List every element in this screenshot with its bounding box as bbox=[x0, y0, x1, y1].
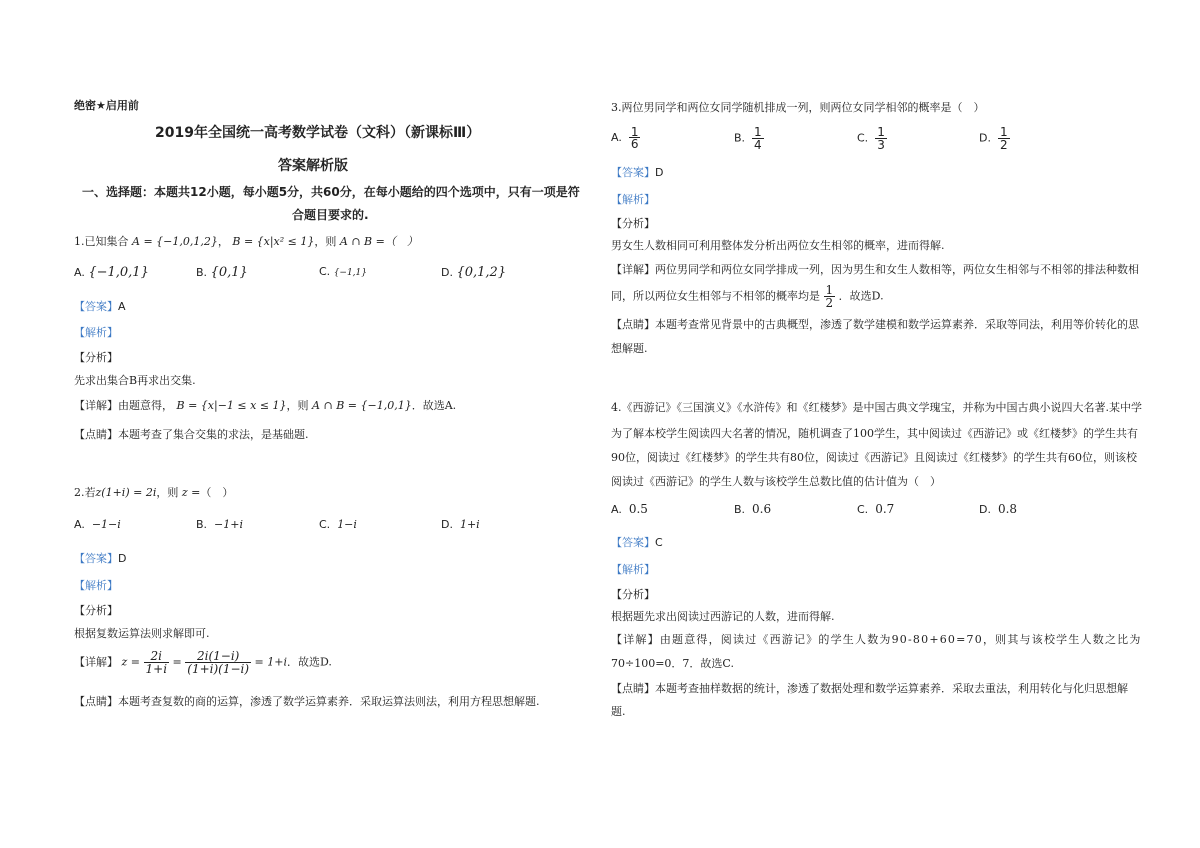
q4-option-b bbox=[734, 502, 771, 516]
q3-xj-line2-suffix: ．故选D. bbox=[838, 289, 884, 303]
q2-stem-mid: ，则 bbox=[156, 486, 179, 499]
option-label: B. bbox=[734, 131, 746, 145]
q1-xj-suffix: ．故选A. bbox=[411, 399, 457, 412]
option-value: {−1,1} bbox=[333, 268, 367, 278]
q4-xiangjie-line2: 70÷100=0．7．故选C. bbox=[611, 657, 734, 670]
dianjing-tag: 【点睛】 bbox=[74, 695, 118, 708]
q4-dianjing-line2: 题. bbox=[611, 705, 626, 718]
q2-option-c bbox=[319, 518, 357, 531]
q1-option-d bbox=[441, 265, 506, 280]
xiangjie-tag: 【详解】 bbox=[74, 399, 118, 412]
xiangjie-tag: 【详解】 bbox=[611, 633, 660, 646]
q3-dianjing-line1 bbox=[611, 318, 1139, 332]
secret-label: 绝密★启用前 bbox=[74, 99, 139, 112]
dianjing-tag: 【点睛】 bbox=[74, 428, 118, 441]
q1-fenxi-tag: 【分析】 bbox=[74, 351, 118, 364]
q1-xj-prefix: 由题意得， bbox=[118, 399, 173, 412]
q2-stem-math2: z = bbox=[181, 486, 201, 499]
option-label: C. bbox=[319, 518, 331, 531]
q3-xiangjie-line2 bbox=[611, 284, 884, 309]
option-label: B. bbox=[734, 503, 746, 516]
option-value: {−1,0,1} bbox=[88, 265, 149, 280]
q2-fenxi-tag: 【分析】 bbox=[74, 604, 118, 617]
page-title: 2019年全国统一高考数学试卷（文科）（新课标Ⅲ） bbox=[155, 125, 481, 141]
frac-numerator: 1 bbox=[877, 125, 885, 139]
q2-xj-frac1 bbox=[144, 650, 170, 675]
frac-denominator: 6 bbox=[630, 137, 639, 151]
q3-xj-frac bbox=[824, 284, 836, 309]
frac-denominator: 2 bbox=[999, 138, 1008, 152]
answer-value: D bbox=[655, 166, 664, 179]
option-value: 1−i bbox=[337, 518, 357, 531]
q3-option-d bbox=[979, 126, 1010, 151]
q2-option-d bbox=[441, 518, 480, 531]
option-label: B. bbox=[196, 266, 208, 279]
q2-dianjing bbox=[74, 695, 540, 709]
answer-value: A bbox=[118, 300, 126, 313]
q4-stem-line2: 为了解本校学生阅读四大名著的情况，随机调查了100学生，其中阅读过《西游记》或《红楼梦》的学生共有 bbox=[611, 427, 1138, 440]
q1-option-c bbox=[319, 265, 367, 278]
q2-stem-suffix: （ ） bbox=[200, 486, 234, 499]
q2-xj-frac2 bbox=[185, 650, 251, 675]
q4-analysis-tag: 【解析】 bbox=[611, 563, 655, 576]
q3-fenxi-text: 男女生人数相同可利用整体发分析出两位女生相邻的概率，进而得解. bbox=[611, 239, 945, 252]
frac-numerator: 1 bbox=[825, 283, 834, 297]
q4-option-d bbox=[979, 502, 1017, 516]
q1-analysis-tag: 【解析】 bbox=[74, 326, 118, 339]
option-fraction bbox=[629, 126, 641, 150]
frac-denominator: 4 bbox=[754, 138, 762, 152]
q3-xj-line1: 两位男同学和两位女同学排成一列，因为男生和女生人数相等，两位女生相邻与不相邻的排法种数相 bbox=[655, 263, 1139, 276]
q1-stem bbox=[74, 235, 418, 249]
frac-numerator: 2i bbox=[144, 650, 170, 663]
q1-xiangjie bbox=[74, 399, 456, 413]
answer-value: C bbox=[655, 536, 663, 549]
q3-answer bbox=[611, 164, 663, 180]
frac-numerator: 1 bbox=[999, 125, 1008, 139]
q2-option-a bbox=[74, 518, 121, 531]
answer-tag: 【答案】 bbox=[611, 536, 655, 549]
q2-xj-result: = 1+i bbox=[254, 655, 287, 669]
q2-option-b bbox=[196, 518, 243, 531]
frac-denominator: 2 bbox=[825, 296, 834, 310]
q4-fenxi-text: 根据题先求出阅读过西游记的人数，进而得解. bbox=[611, 610, 835, 623]
option-label: D. bbox=[979, 503, 991, 516]
q2-fenxi-text: 根据复数运算法则求解即可. bbox=[74, 627, 210, 640]
page-subtitle: 答案解析版 bbox=[278, 158, 348, 174]
answer-tag: 【答案】 bbox=[74, 552, 118, 565]
option-value: −1−i bbox=[91, 518, 121, 531]
option-fraction bbox=[875, 126, 887, 151]
q4-fenxi-tag: 【分析】 bbox=[611, 588, 655, 601]
option-label: A. bbox=[611, 131, 622, 144]
q1-dianjing-text: 本题考查了集合交集的求法，是基础题. bbox=[118, 428, 309, 441]
q1-set-b: B = {x|x² ≤ 1} bbox=[232, 235, 315, 248]
q4-option-c bbox=[857, 502, 894, 516]
q3-fenxi-tag: 【分析】 bbox=[611, 217, 655, 230]
frac-numerator: 1 bbox=[630, 125, 639, 139]
q1-option-b bbox=[196, 265, 248, 280]
frac-numerator: 1 bbox=[754, 125, 762, 139]
q1-dianjing bbox=[74, 428, 309, 442]
option-label: D. bbox=[979, 131, 991, 145]
option-value: 0.6 bbox=[752, 502, 772, 516]
option-value: 1+i bbox=[459, 518, 480, 531]
option-value: 0.8 bbox=[997, 502, 1018, 516]
option-value: {0,1} bbox=[210, 265, 248, 280]
option-label: D. bbox=[441, 266, 453, 279]
q2-xj-z: z = bbox=[121, 655, 141, 669]
frac-denominator: 1+i bbox=[145, 662, 168, 676]
q2-stem bbox=[74, 486, 233, 500]
q2-stem-math: z(1+i) = 2i bbox=[95, 486, 157, 499]
option-label: D. bbox=[441, 518, 453, 531]
q1-fenxi-text: 先求出集合B再求出交集. bbox=[74, 374, 196, 387]
answer-tag: 【答案】 bbox=[611, 166, 655, 179]
frac-denominator: (1+i)(1−i) bbox=[187, 662, 250, 676]
q4-stem-line1: 4.《西游记》《三国演义》《水浒传》和《红楼梦》是中国古典文学瑰宝，并称为中国古典小说四大名著.某中学 bbox=[611, 401, 1142, 414]
q4-xiangjie-line1 bbox=[611, 633, 1142, 647]
q1-sep: ， bbox=[217, 235, 229, 248]
q4-xj-line1: 由题意得，阅读过《西游记》的学生人数为90-80+60=70，则其与该校学生人数之比为 bbox=[659, 633, 1142, 646]
q3-xiangjie-line1 bbox=[611, 263, 1139, 277]
option-label: C. bbox=[857, 131, 869, 145]
dianjing-tag: 【点睛】 bbox=[611, 682, 655, 695]
q2-xiangjie: 【详解】 z = $\frac{2i}{1+i}$ = $\frac{2i(1-i)}{(1+i)(1-i)}$ = 1+i．故选D. bbox=[74, 649, 332, 676]
option-label: B. bbox=[196, 518, 208, 531]
q3-analysis-tag: 【解析】 bbox=[611, 193, 655, 206]
q2-xj-suffix: ．故选D. bbox=[287, 655, 332, 669]
frac-denominator: 3 bbox=[877, 138, 885, 152]
q2-answer bbox=[74, 550, 126, 566]
option-value: 0.7 bbox=[875, 502, 895, 516]
option-label: C. bbox=[319, 265, 331, 278]
q3-option-a bbox=[611, 126, 640, 150]
q1-xj-math1: B = {x|−1 ≤ x ≤ 1} bbox=[176, 399, 287, 412]
q1-xj-math2: A ∩ B = {−1,0,1} bbox=[312, 399, 412, 412]
q2-dianjing-text: 本题考查复数的商的运算，渗透了数学运算素养．采取运算法则法，利用方程思想解题. bbox=[118, 695, 540, 708]
option-value: −1+i bbox=[214, 518, 243, 531]
q4-stem-line3: 90位，阅读过《红楼梦》的学生共有80位，阅读过《西游记》且阅读过《红楼梦》的学生共有60位，则该校 bbox=[611, 451, 1137, 464]
option-label: A. bbox=[74, 518, 85, 531]
answer-tag: 【答案】 bbox=[74, 300, 118, 313]
q1-xj-mid: ，则 bbox=[286, 399, 309, 412]
option-label: C. bbox=[857, 503, 869, 516]
option-fraction bbox=[752, 126, 764, 151]
q4-dianjing-line1 bbox=[611, 682, 1128, 696]
q4-option-a bbox=[611, 502, 648, 516]
q1-stem-suffix: ，则 bbox=[314, 235, 337, 248]
q3-option-b bbox=[734, 126, 764, 151]
q1-answer bbox=[74, 298, 126, 314]
q2-analysis-tag: 【解析】 bbox=[74, 579, 118, 592]
q2-stem-prefix: 2.若 bbox=[74, 486, 96, 499]
q4-dj-line1: 本题考查抽样数据的统计，渗透了数据处理和数学运算素养．采取去重法，利用转化与化归思想解 bbox=[655, 682, 1128, 695]
q3-stem: 3.两位男同学和两位女同学随机排成一列，则两位女同学相邻的概率是（ ） bbox=[611, 101, 985, 114]
xiangjie-tag: 【详解】 bbox=[611, 263, 655, 276]
dianjing-tag: 【点睛】 bbox=[611, 318, 655, 331]
option-label: A. bbox=[74, 266, 85, 279]
q1-set-a: A = {−1,0,1,2} bbox=[132, 235, 218, 248]
q3-dianjing-line2: 想解题. bbox=[611, 342, 648, 355]
section-heading-line2: 合题目要求的. bbox=[292, 208, 369, 222]
q3-option-c bbox=[857, 126, 887, 151]
option-fraction bbox=[998, 126, 1010, 151]
section-heading-line1: 一、选择题：本题共12小题，每小题5分，共60分，在每小题给的四个选项中，只有一项是符 bbox=[82, 185, 580, 199]
q3-dj-line1: 本题考查常见背景中的古典概型，渗透了数学建模和数学运算素养．采取等同法，利用等价转化的思 bbox=[655, 318, 1139, 331]
q1-stem-prefix: 1.已知集合 bbox=[74, 235, 129, 248]
q1-option-a bbox=[74, 265, 149, 280]
option-label: A. bbox=[611, 503, 622, 516]
xiangjie-tag: 【详解】 bbox=[74, 655, 118, 669]
q4-stem-line4: 阅读过《西游记》的学生人数与该校学生总数比值的估计值为（ ） bbox=[611, 475, 941, 488]
q4-answer bbox=[611, 534, 663, 550]
option-value: 0.5 bbox=[628, 502, 648, 516]
q1-question: A ∩ B =（ ） bbox=[339, 235, 418, 248]
answer-value: D bbox=[118, 552, 127, 565]
q3-xj-line2-prefix: 同，所以两位女生相邻与不相邻的概率均是 bbox=[611, 289, 820, 303]
frac-numerator: 2i(1−i) bbox=[185, 650, 251, 663]
option-value: {0,1,2} bbox=[456, 265, 507, 280]
